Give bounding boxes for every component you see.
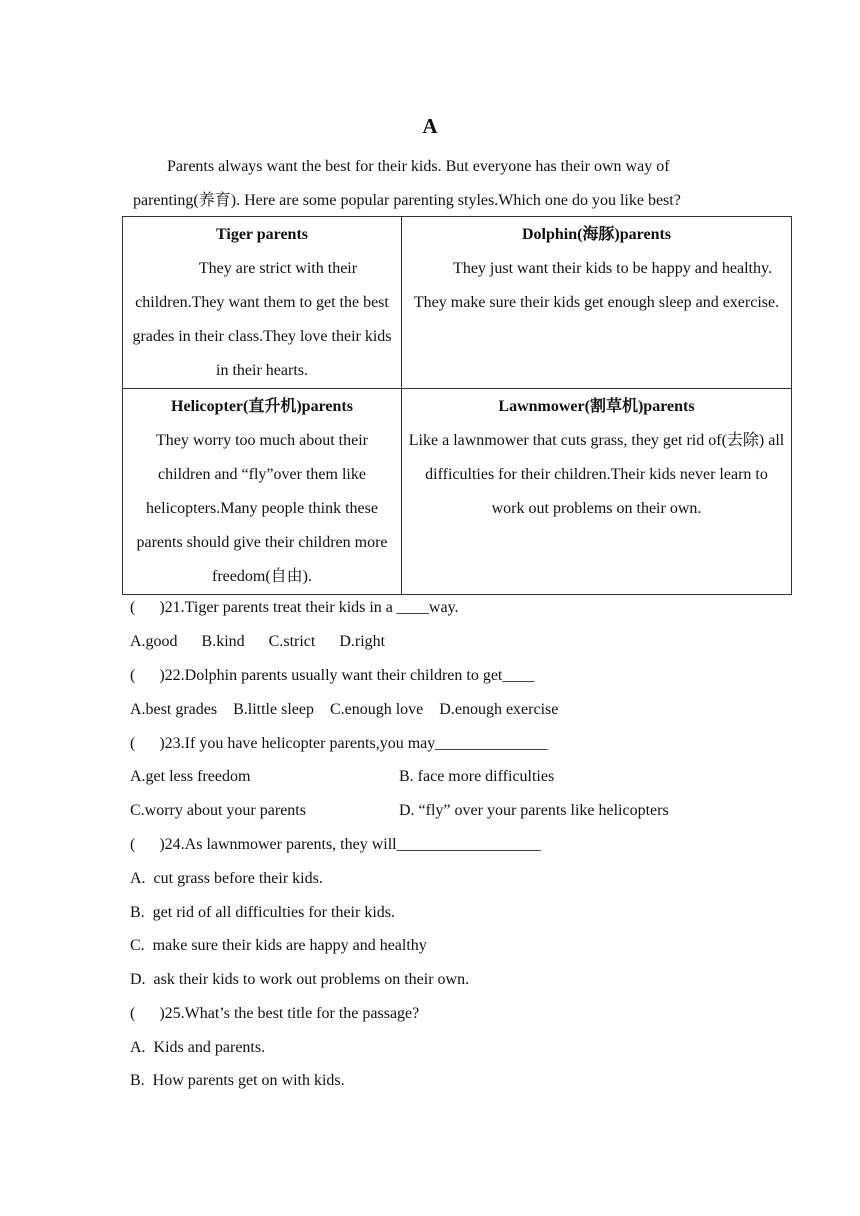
- question-23: ( )23.If you have helicopter parents,you may______________: [130, 735, 548, 752]
- question-23-option-a: A.get less freedom: [130, 768, 251, 785]
- tiger-parents-text: They are strict with their children.They want them to get the best grades in their class.They love their kids in their hearts.: [132, 260, 392, 379]
- helicopter-parents-text: They worry too much about their children and “fly”over them like helicopters.Many people think these parents should give their children more freedom(自由).: [136, 432, 388, 585]
- table-row: [123, 389, 792, 595]
- table-row: [123, 217, 792, 389]
- dolphin-parents-text: They just want their kids to be happy and healthy. They make sure their kids get enough sleep and exercise.: [413, 260, 780, 311]
- question-22-options: A.best grades B.little sleep C.enough love D.enough exercise: [130, 701, 559, 718]
- question-23-option-b: B. face more difficulties: [399, 768, 555, 785]
- helicopter-parents-cell: [123, 389, 402, 595]
- dolphin-parents-title: Dolphin(海豚)parents: [521, 226, 672, 243]
- question-22: ( )22.Dolphin parents usually want their children to get____: [130, 667, 535, 684]
- question-25: ( )25.What’s the best title for the passage?: [130, 1005, 420, 1022]
- question-24-option-d: D. ask their kids to work out problems on their own.: [130, 971, 470, 988]
- question-23-option-d: D. “fly” over your parents like helicopters: [399, 802, 669, 819]
- intro-line-1: Parents always want the best for their kids. But everyone has their own way of: [167, 158, 670, 175]
- question-24-option-a: A. cut grass before their kids.: [130, 870, 323, 887]
- question-24-option-c: C. make sure their kids are happy and healthy: [130, 937, 427, 954]
- tiger-parents-cell: [123, 217, 402, 389]
- question-21: ( )21.Tiger parents treat their kids in a ____way.: [130, 599, 459, 616]
- tiger-parents-title: Tiger parents: [215, 226, 308, 243]
- question-23-option-c: C.worry about your parents: [130, 802, 306, 819]
- question-25-option-b: B. How parents get on with kids.: [130, 1072, 345, 1089]
- lawnmower-parents-text: Like a lawnmower that cuts grass, they get rid of(去除) all difficulties for their children.Their kids never learn to work out problems on their own.: [408, 432, 785, 517]
- intro-line-2: parenting(养育). Here are some popular parenting styles.Which one do you like best?: [133, 192, 681, 209]
- parenting-styles-table: [122, 216, 792, 595]
- lawnmower-parents-title: Lawnmower(割草机)parents: [498, 398, 695, 415]
- dolphin-parents-cell: [402, 217, 792, 389]
- question-24: ( )24.As lawnmower parents, they will__________________: [130, 836, 541, 853]
- helicopter-parents-title: Helicopter(直升机)parents: [171, 398, 353, 415]
- lawnmower-parents-cell: [402, 389, 792, 595]
- question-21-options: A.good B.kind C.strict D.right: [130, 633, 386, 650]
- question-24-option-b: B. get rid of all difficulties for their kids.: [130, 904, 395, 921]
- section-heading: A: [422, 114, 438, 138]
- question-25-option-a: A. Kids and parents.: [130, 1039, 266, 1056]
